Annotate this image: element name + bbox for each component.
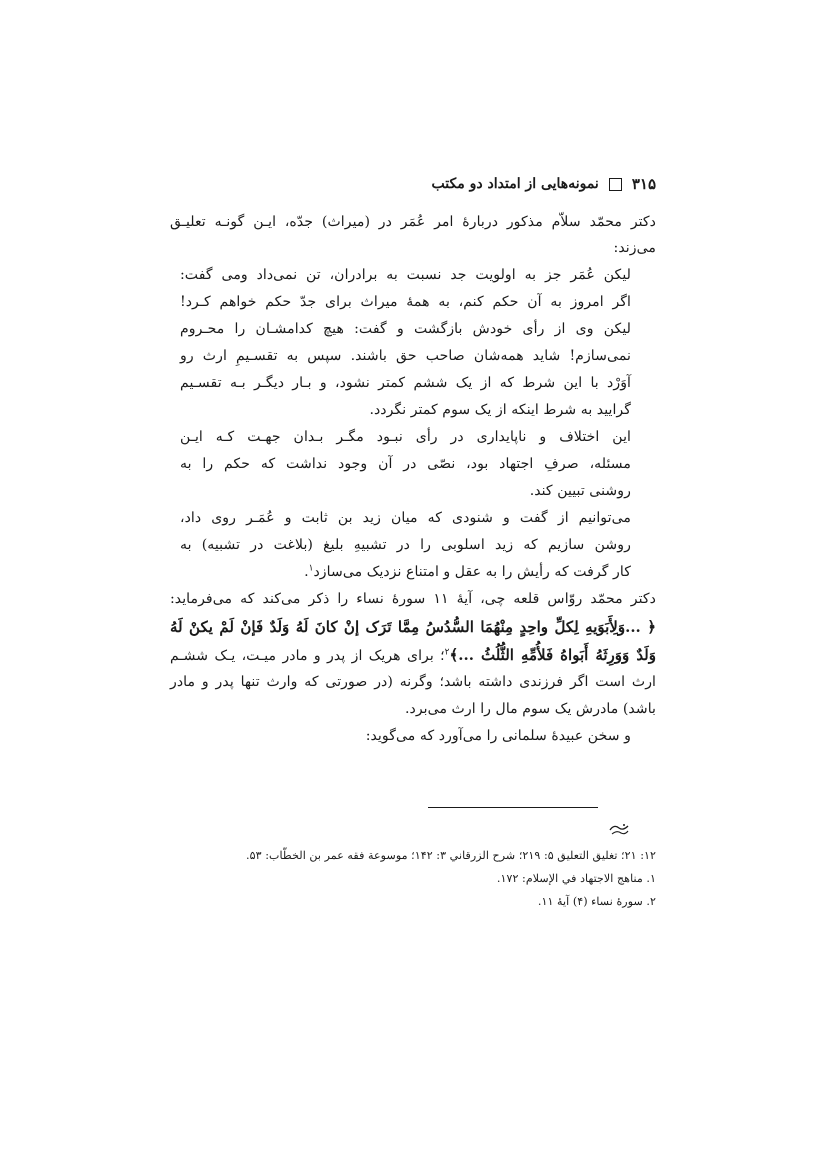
translation-text: ؛ برای هریک از پدر و مادر میـت، یـک ششـم — [170, 648, 445, 664]
period: . — [304, 564, 309, 580]
quote-line-text: کار گرفت که رأیش را به عقل و امتناع نزدیک می‌سازد — [313, 564, 631, 580]
running-title: نمونه‌هایی از امتداد دو مکتب — [431, 176, 599, 192]
footnote-separator — [428, 807, 598, 808]
footnote-ref[interactable]: ۲ — [444, 647, 450, 658]
body-line — [170, 645, 656, 665]
quote-line: اگر امروز به آن حکم کنم، به همۀ میراث برای جدّ حکم خواهم کـرد! — [180, 294, 631, 310]
quote-line: مسئله، صرفِ اجتهاد بود، نصّی در آن وجود نداشت که حکم را به — [180, 456, 631, 472]
body-line: دکتر محمّد روّاس قلعه چی، آیۀ ۱۱ سورۀ نساء را ذکر می‌کند که می‌فرماید: — [170, 591, 656, 607]
body-line: باشد) مادرش یک سوم مال را ارث می‌برد. — [405, 701, 656, 717]
body-line: و سخن عبیدۀ سلمانی را می‌آورد که می‌گوید: — [365, 728, 631, 744]
footnote-line: ۱۲: ۲۱؛ تغليق التعليق ۵: ۲۱۹؛ شرح الزرقاني ۳: ۱۴۲؛ موسوعة فقه عمر بن الخطّاب: ۵۳. — [246, 849, 656, 862]
page-number: ۳۱۵ — [631, 175, 656, 193]
footnote-line: ۲. سورۀ نساء (۴) آیۀ ۱۱. — [537, 895, 656, 908]
running-header — [170, 172, 656, 196]
quote-line: آوَرْد با این شرط که از یک ششم کمتر نشود، و بـار دیگـر بـه تقسـیم — [180, 375, 631, 391]
quote-line: گرایید به شرط اینکه از یک سوم کمتر نگردد. — [369, 402, 631, 418]
footnote-ref[interactable]: ۱ — [308, 563, 314, 574]
quote-line: می‌توانیم از گفت و شنودی که میان زید بن ثابت و عُمَـر روی داد، — [180, 510, 631, 526]
quote-line: لیکن وی از رأی خودش بازگشت و گفت: هیچ کدامشـان را محـروم — [180, 321, 631, 337]
quote-line: لیکن عُمَر جز به اولویت جد نسبت به برادران، تن نمی‌داد ومی گفت: — [180, 267, 631, 283]
square-ornament-icon — [609, 178, 622, 191]
quote-line: روشن سازیم که زید اسلوبی را در تشبیهِ بلیغ (بلاغت در تشبیه) به — [180, 537, 631, 553]
footnote-continuation-icon — [608, 822, 630, 838]
quote-line: روشنی تبیین کند. — [529, 483, 631, 499]
body-line: دکتر محمّد سلاّم مذکور دربارۀ امر عُمَر در (میراث) جدّه، ایـن گونـه تعلیـق — [170, 214, 656, 230]
quote-line: این اختلاف و ناپایداری در رأی نبـود مگـر بـدان جهـت کـه ایـن — [180, 429, 631, 445]
body-line: می‌زند: — [613, 240, 656, 256]
quote-line: نمی‌سازم! شاید همه‌شان صاحب حق باشند. سپس به تقسـیمِ ارث رو — [180, 348, 631, 364]
quran-verse-end: وَلَدٌ وَوَرِثَهُ أَبَواهُ فَلأُمِّهِ الثُّلُثُ ...﴾ — [449, 646, 657, 664]
quote-line — [304, 562, 631, 582]
quran-verse-line: ﴿ ...وَلِأَبَوَيهِ لِكلِّ واحِدٍ مِنْهُمَا السُّدُسُ مِمَّا تَرَک إنْ كانَ لَهُ وَلَدٌ فَإنْ لَمْ يكنْ لَهُ — [170, 618, 656, 636]
body-line: ارث است اگر فرزندی داشته باشد؛ وگرنه (در صورتی که وارث تنها پدر و مادر — [170, 674, 656, 690]
footnote-line: ۱. مناهج الاجتهاد في الإسلام: ۱۷۲. — [496, 872, 656, 885]
